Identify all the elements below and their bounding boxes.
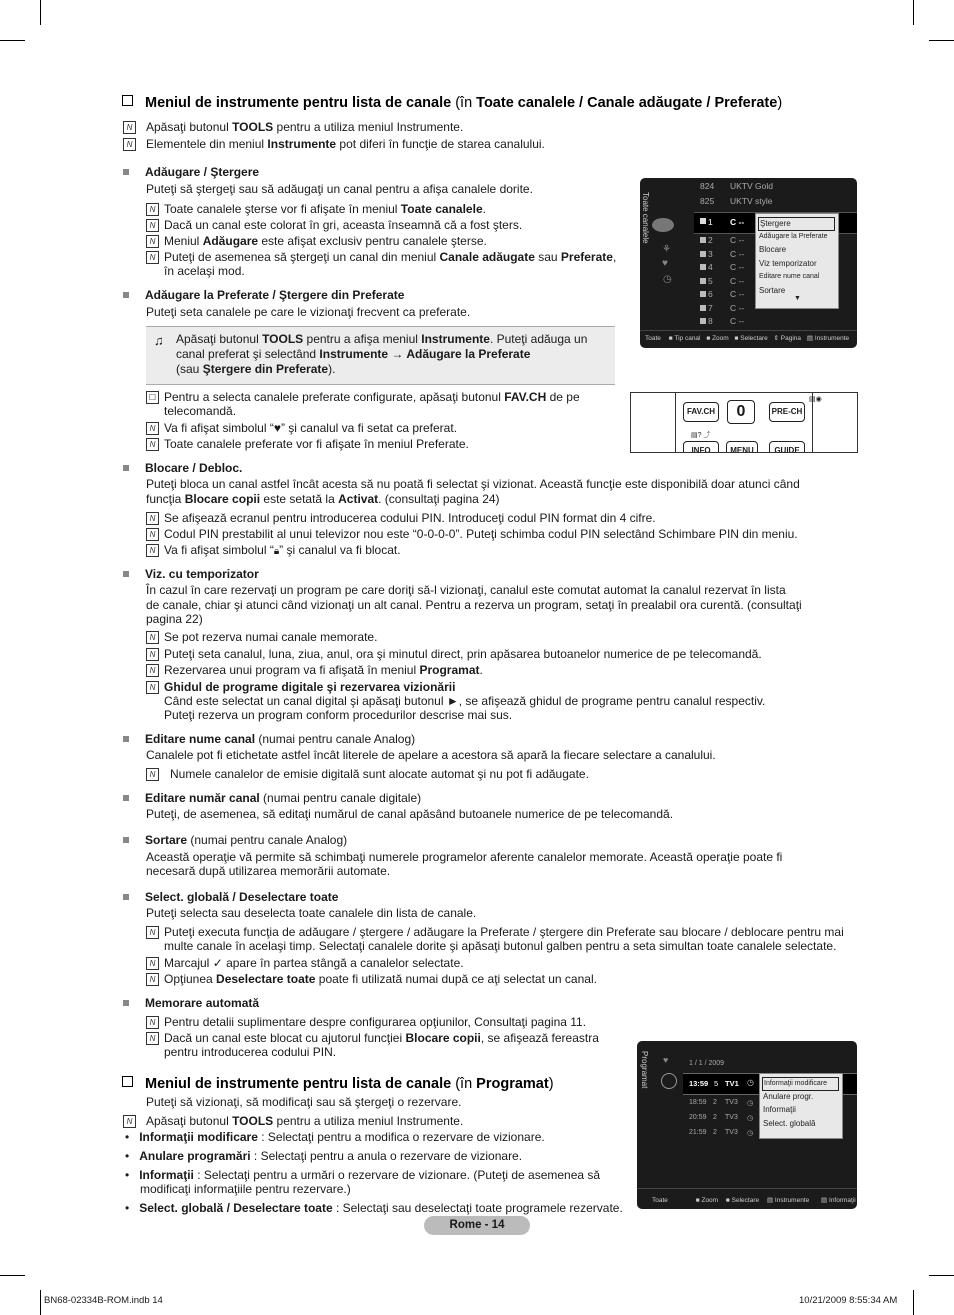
- note-line: Dacă un canal este colorat în gri, aceasta înseamnă că a fost şters.: [164, 218, 523, 232]
- heading-auto-store: Memorare automată: [123, 996, 259, 1010]
- crop-mark: [40, 0, 41, 25]
- note-line: Toate canalele şterse vor fi afişate în meniul Toate canalele.: [164, 202, 486, 216]
- menu-item[interactable]: Informaţii modificare: [762, 1077, 839, 1091]
- note-icon: N: [146, 957, 159, 970]
- schedule-date: 1 / 1 / 2009: [689, 1060, 725, 1067]
- note-line: Marcajul ✓ apare în partea stângă a canalelor selectate.: [164, 956, 464, 970]
- fav-ch-button[interactable]: FAV.CH: [683, 402, 719, 422]
- screen-side-label: Programat: [640, 1051, 649, 1089]
- bullet-item-cont: modificaţi informaţiile pentru rezervare.): [140, 1182, 351, 1196]
- note-icon: N: [146, 648, 159, 661]
- note-line: Puteţi de asemenea să ştergeţi un canal din meniul Canale adăugate sau Preferate,: [164, 250, 617, 264]
- note-line: Opţiunea Deselectare toate poate fi utilizată numai după ce aţi selectat un canal.: [164, 972, 597, 986]
- menu-item[interactable]: Editare nume canal: [759, 273, 820, 280]
- heading-lock: Blocare / Debloc.: [123, 461, 242, 475]
- teletext-small-icon: ▤? ⤴: [691, 432, 711, 439]
- clock-small-icon: ◷: [747, 1115, 754, 1122]
- note-line: Codul PIN prestabilit al unui televizor nou este “0-0-0-0”. Puteţi schimba codul PIN selectând Schimbare PIN din meniu.: [164, 527, 798, 541]
- paragraph: Canalele pot fi etichetate astfel încât literele de apelare a acestora să apară la fiecare selectare a canalului.: [146, 748, 716, 762]
- note-icon: N: [146, 631, 159, 644]
- pre-ch-button[interactable]: PRE-CH: [769, 402, 805, 422]
- note-line: Puteţi seta canalul, luna, ziua, anul, ora şi minutul direct, prin apăsarea butoanelor numerice de pe telecomandă.: [164, 647, 762, 661]
- note-line: Pentru detalii suplimentare despre configurarea opţiunilor, Consultaţi pagina 11.: [164, 1015, 587, 1029]
- bullet-item: • Informaţii modificare : Selectaţi pentru a modifica o rezervare de vizionare.: [125, 1130, 545, 1144]
- note-line: pentru introducerea codului PIN.: [164, 1045, 337, 1059]
- screen-footer: Toate ■ Tip canal ■ Zoom ■ Selectare ⇕ Pagina ▤ Instrumente: [645, 335, 850, 342]
- heart-icon: ♥: [662, 258, 668, 269]
- tip-line: (sau Ştergere din Preferate).: [176, 362, 336, 376]
- note-icon: N: [146, 422, 159, 435]
- channel-marker: [700, 291, 706, 297]
- tv-screen-channel-list: Toate canalele ⚘ ♥ ◷ 824 UKTV Gold 825 UKTV style 1 C -- 2 C -- 3 C -- 4 C -- 5 C -- 6 C -- 7 C -- 8 C -- Ştergere Adăugare la Preferate Blocare Viz temporizator Editare nume canal Sortare ▼ Toate ■ Tip canal ■ Zoom ■ Selectare ⇕ Pagina ▤ Instrumente: [640, 178, 857, 348]
- menu-item[interactable]: Blocare: [759, 245, 787, 254]
- tools-menu-popup: [759, 1073, 843, 1139]
- menu-button[interactable]: MENU: [726, 441, 758, 453]
- note-line: telecomandă.: [164, 404, 237, 418]
- channel-marker: [700, 218, 706, 224]
- screen-footer: Toate ■ Zoom ■ Selectare ▤ Instrumente ▤ Informaţii: [652, 1197, 856, 1204]
- clock-icon: [661, 1073, 677, 1089]
- info-button[interactable]: INFO: [683, 441, 719, 453]
- tools-menu-popup: [755, 213, 839, 309]
- note-icon: N: [146, 1016, 159, 1029]
- tip-box: [146, 326, 615, 385]
- remote-note-icon: ☐: [146, 391, 159, 404]
- note-line: Va fi afişat simbolul “🔒︎” şi canalul va fi blocat.: [164, 543, 401, 557]
- heading-sort: Sortare (numai pentru canale Analog): [123, 833, 347, 847]
- tv-screen-scheduled: [637, 1041, 857, 1209]
- teletext-icon: ▤◉: [809, 396, 822, 403]
- lock-icon: 🔒︎: [273, 546, 280, 557]
- bullet-square-icon: [123, 571, 129, 577]
- note-line: Numele canalelor de emisie digitală sunt alocate automat şi nu pot fi adăugate.: [170, 767, 589, 781]
- paragraph: Puteţi seta canalele pe care le vizionaţi frecvent ca preferate.: [146, 305, 471, 319]
- bullet-item: • Anulare programări : Selectaţi pentru a anula o rezervare de vizionare.: [125, 1149, 523, 1163]
- note-icon: N: [146, 681, 159, 694]
- note-icon: N: [123, 138, 136, 151]
- note-icon: N: [146, 973, 159, 986]
- bullet-item: • Select. globală / Deselectare toate : Selectaţi sau deselectaţi toate programele rezervate.: [125, 1201, 623, 1215]
- note-icon: N: [146, 664, 159, 677]
- clock-small-icon: ◷: [747, 1078, 754, 1087]
- footer-timestamp: 10/21/2009 8:55:34 AM: [799, 1295, 898, 1306]
- antenna-icon: ⚘: [662, 244, 671, 255]
- paragraph: Puteţi, de asemenea, să editaţi numărul de canal apăsând butoanele numerice de pe telecomandă.: [146, 807, 674, 821]
- bullet-item: • Informaţii : Selectaţi pentru a urmări o rezervare de vizionare. (Puteţi de asemenea să: [125, 1168, 601, 1182]
- note-line: Dacă un canal este blocat cu ajutorul funcţiei Blocare copii, se afişează fereastra: [164, 1031, 599, 1045]
- note-icon: N: [146, 528, 159, 541]
- note-icon: N: [146, 438, 159, 451]
- note-icon: N: [123, 121, 136, 134]
- checkbox-icon: [122, 95, 133, 106]
- tip-line: canal preferat şi selectând Instrumente → Adăugare la Preferate: [176, 347, 531, 361]
- channel-marker: [700, 251, 706, 257]
- note-line: Pentru a selecta canalele preferate configurate, apăsaţi butonul FAV.CH de pe: [164, 390, 580, 404]
- note-icon: N: [123, 1115, 136, 1128]
- tip-line: Apăsaţi butonul TOOLS pentru a afişa meniul Instrumente. Puteţi adăuga un: [176, 332, 588, 346]
- channel-row[interactable]: 824 UKTV Gold: [700, 181, 773, 191]
- tip-icon: ♫: [154, 333, 164, 348]
- note-icon: N: [146, 926, 159, 939]
- menu-item[interactable]: Informaţii: [763, 1105, 796, 1114]
- checkbox-icon: [122, 1076, 133, 1087]
- paragraph: pagina 22): [146, 612, 203, 626]
- note-line: Când este selectat un canal digital şi apăsaţi butonul ►, se afişează ghidul de programe pentru canalul respectiv.: [164, 694, 766, 708]
- note-line: Se pot rezerva numai canale memorate.: [164, 630, 378, 644]
- guide-button[interactable]: GUIDE: [769, 441, 805, 453]
- heading-favorites: Adăugare la Preferate / Ştergere din Preferate: [123, 288, 404, 302]
- clock-small-icon: ◷: [747, 1130, 754, 1137]
- note-line: Apăsaţi butonul TOOLS pentru a utiliza meniul Instrumente.: [146, 1114, 464, 1128]
- note-line: Ghidul de programe digitale şi rezervarea vizionării: [164, 680, 456, 694]
- note-line: Apăsaţi butonul TOOLS pentru a utiliza meniul Instrumente.: [146, 120, 464, 134]
- divider: [640, 330, 857, 331]
- note-line: în acelaşi mod.: [164, 264, 245, 278]
- note-icon: N: [146, 544, 159, 557]
- schedule-row[interactable]: 21:59 2 TV3 ◷: [689, 1129, 754, 1137]
- bullet-square-icon: [123, 837, 129, 843]
- paragraph: necesară după utilizarea memorării automate.: [146, 864, 391, 878]
- paragraph: funcţia Blocare copii este setată la Activat. (consultaţi pagina 24): [146, 492, 500, 506]
- heading-add-delete: Adăugare / Ştergere: [123, 165, 259, 179]
- paragraph: Puteţi selecta sau deselecta toate canalele din lista de canale.: [146, 906, 477, 920]
- bullet-square-icon: [123, 465, 129, 471]
- bullet-square-icon: [123, 292, 129, 298]
- crop-mark: [913, 1290, 914, 1315]
- schedule-row[interactable]: 18:59 2 TV3 ◷: [689, 1099, 754, 1107]
- heading-edit-name: Editare nume canal (numai pentru canale Analog): [123, 732, 415, 746]
- note-line: Puteţi rezerva un program conform procedurilor descrise mai sus.: [164, 708, 513, 722]
- paragraph: În cazul în care rezervaţi un program pe care doriţi să-l vizionaţi, canalul este comutat automat la canalul rezervat în lista: [146, 583, 786, 597]
- channel-marker: [700, 237, 706, 243]
- paragraph: Puteţi să ştergeţi sau să adăugaţi un canal pentru a afişa canalele dorite.: [146, 182, 533, 196]
- crop-mark: [0, 40, 25, 41]
- bullet-square-icon: [123, 894, 129, 900]
- heading-edit-number: Editare număr canal (numai pentru canale digitale): [123, 791, 421, 805]
- crop-mark: [40, 1290, 41, 1315]
- screen-side-label: Toate canalele: [641, 192, 650, 244]
- heading-select-all: Select. globală / Deselectare toate: [123, 890, 338, 904]
- channel-row-selected[interactable]: 1 C --: [694, 212, 857, 234]
- section-title-channel-list-tools: Meniul de instrumente pentru lista de canale (în Toate canalele / Canale adăugate / Preferate): [122, 95, 782, 111]
- divider: [637, 1188, 857, 1189]
- scroll-down-icon[interactable]: ▼: [794, 295, 801, 302]
- schedule-row[interactable]: 20:59 2 TV3 ◷: [689, 1114, 754, 1122]
- menu-item[interactable]: Anulare progr.: [763, 1091, 814, 1101]
- remote-control-illustration: [630, 392, 858, 453]
- crop-mark: [929, 40, 954, 41]
- paragraph: Puteţi să vizionaţi, să modificaţi sau să ştergeţi o rezervare.: [146, 1095, 462, 1109]
- menu-item[interactable]: Select. globală: [763, 1118, 816, 1128]
- bullet-square-icon: [123, 1000, 129, 1006]
- note-icon: N: [146, 251, 159, 264]
- note-line: Elementele din meniul Instrumente pot diferi în funcţie de starea canalului.: [146, 137, 545, 151]
- channel-row[interactable]: 825 UKTV style: [700, 196, 773, 206]
- menu-item[interactable]: Ştergere: [758, 217, 835, 231]
- heading-timer: Viz. cu temporizator: [123, 567, 259, 581]
- note-line: Puteţi executa funcţia de adăugare / ştergere / adăugare la Preferate / ştergere din Preferate sau blocare / deblocare pentru mai: [164, 925, 844, 939]
- channel-marker: [700, 318, 706, 324]
- note-line: multe canale în acelaşi timp. Selectaţi canalele dorite şi apăsaţi butonul galben pentru a seta simultan toate canalele selectate.: [164, 939, 837, 953]
- menu-item[interactable]: Adăugare la Preferate: [759, 232, 828, 240]
- checkmark-icon: ✓: [212, 956, 223, 970]
- clock-small-icon: ◷: [747, 1100, 754, 1107]
- schedule-row-selected[interactable]: 13:59 5 TV1 ◷: [683, 1073, 857, 1095]
- heart-icon: ♥: [663, 1055, 669, 1065]
- menu-item[interactable]: Viz temporizator: [759, 258, 817, 268]
- note-icon: N: [146, 235, 159, 248]
- crop-mark: [929, 1275, 954, 1276]
- note-line: Meniul Adăugare este afişat exclusiv pentru canalele şterse.: [164, 234, 487, 248]
- satellite-icon: [652, 218, 674, 232]
- note-icon: N: [146, 203, 159, 216]
- note-icon: N: [146, 219, 159, 232]
- bullet-square-icon: [123, 795, 129, 801]
- page-number-label: Rome - 14: [424, 1216, 530, 1235]
- note-line: Va fi afişat simbolul “♥” şi canalul va fi setat ca preferat.: [164, 421, 458, 435]
- menu-item[interactable]: Sortare: [759, 285, 786, 295]
- footer-file: BN68-02334B-ROM.indb 14: [44, 1295, 163, 1306]
- note-icon: N: [146, 768, 159, 781]
- note-icon: N: [146, 1032, 159, 1045]
- note-icon: N: [146, 512, 159, 525]
- paragraph: Puteţi bloca un canal astfel încât acesta să nu poată fi selectat şi vizionat. Această funcţie este disponibilă doar atunci când: [146, 477, 800, 491]
- bullet-square-icon: [123, 736, 129, 742]
- channel-marker: [700, 264, 706, 270]
- section-title-scheduled-tools: Meniul de instrumente pentru lista de canale (în Programat): [122, 1076, 554, 1092]
- note-line: Rezervarea unui program va fi afişată în meniul Programat.: [164, 663, 483, 677]
- crop-mark: [913, 0, 914, 25]
- channel-marker: [700, 305, 706, 311]
- zero-button[interactable]: 0: [727, 400, 755, 424]
- bullet-square-icon: [123, 169, 129, 175]
- paragraph: Această operaţie vă permite să schimbaţi numerele programelor aferente canalelor memorate. Această operaţie poate fi: [146, 850, 783, 864]
- crop-mark: [0, 1275, 25, 1276]
- note-line: Se afişează ecranul pentru introducerea codului PIN. Introduceţi codul PIN format din 4 cifre.: [164, 511, 656, 525]
- paragraph: de canale, chiar şi atunci când vizionaţi un alt canal. Pentru a rezerva un program, setaţi în prealabil ora curentă. (consultaţi: [146, 598, 802, 612]
- note-line: Toate canalele preferate vor fi afişate în meniul Preferate.: [164, 437, 469, 451]
- channel-marker: [700, 278, 706, 284]
- clock-icon: ◷: [663, 274, 672, 285]
